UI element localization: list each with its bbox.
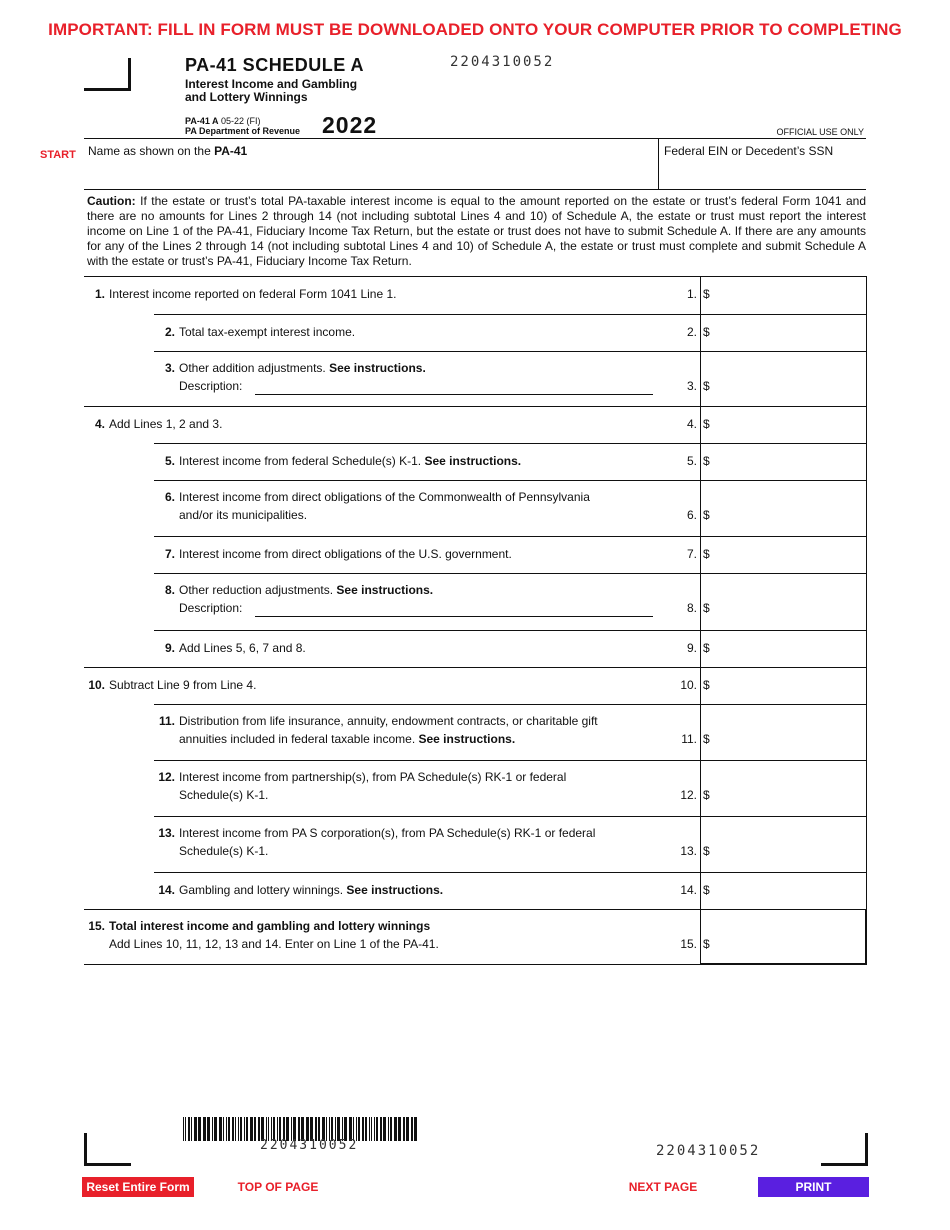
line-5-ref: 5. (686, 453, 697, 468)
barcode-bar (376, 1117, 378, 1141)
header-rule (84, 138, 866, 139)
barcode-bar (394, 1117, 397, 1141)
line-2-text: Total tax-exempt interest income. (179, 324, 356, 339)
corner-mark-bottom-right (821, 1133, 868, 1166)
line-15-number: 15. (88, 919, 105, 933)
line-3-description-input[interactable] (255, 378, 655, 396)
form-subtitle (185, 78, 385, 104)
line-13-text: Interest income from PA S corporation(s), from PA Schedule(s) RK-1 or federal (179, 826, 596, 840)
line-6-text: Interest income from direct obligations of the Commonwealth of Pennsylvania (179, 490, 590, 504)
line-14-text: Gambling and lottery winnings. See instructions. (179, 882, 444, 897)
line-8-description-input[interactable] (255, 600, 655, 618)
line-6-ref: 6. (686, 508, 697, 522)
line-1-dollar-sign: $ (703, 287, 710, 301)
name-row-bottom-rule (84, 189, 866, 190)
barcode-bar (194, 1117, 197, 1141)
start-label: START (40, 149, 76, 161)
line-15-text-2: Add Lines 10, 11, 12, 13 and 14. Enter on Line 1 of the PA-41. (109, 937, 439, 951)
barcode-bar (365, 1117, 367, 1141)
line-8-text: Other reduction adjustments. See instructions. (179, 583, 434, 597)
line-11-amount-input[interactable] (714, 708, 864, 758)
line-9-ref: 9. (686, 640, 697, 655)
line-4-ref: 4. (686, 416, 697, 431)
line-8-amount-input[interactable] (714, 577, 864, 628)
line-11-number: 11. (158, 714, 175, 728)
line-6-number: 6. (164, 490, 175, 504)
print-button[interactable]: PRINT (758, 1177, 869, 1197)
corner-mark-bottom-left (84, 1133, 131, 1166)
line-12-dollar-sign: $ (703, 788, 710, 802)
line-4-number: 4. (94, 416, 105, 431)
line-13-bottom-rule (154, 872, 866, 873)
line-6-dollar-sign: $ (703, 508, 710, 522)
line-11-dollar-sign: $ (703, 732, 710, 746)
line-8-number: 8. (164, 583, 175, 597)
barcode-bar (380, 1117, 382, 1141)
line-3-text-2: Description: (179, 379, 243, 393)
line-2-number: 2. (164, 324, 175, 339)
barcode-bar (254, 1117, 256, 1141)
name-input[interactable] (86, 162, 658, 186)
line-7-text: Interest income from direct obligations of the U.S. government. (179, 546, 512, 561)
line-15-text: Total interest income and gambling and lottery winnings (109, 919, 431, 933)
line-12-number: 12. (158, 770, 175, 784)
line-13-dollar-sign: $ (703, 844, 710, 858)
barcode-bar (191, 1117, 192, 1141)
barcode-bar (411, 1117, 413, 1141)
barcode-bar (223, 1117, 224, 1141)
barcode-bar (198, 1117, 201, 1141)
barcode-bar (203, 1117, 206, 1141)
line-9-amount-input[interactable] (714, 634, 864, 665)
line-14-amount-input[interactable] (714, 876, 864, 907)
official-use-label: OFFICIAL USE ONLY (776, 127, 864, 137)
header-barcode-number: 2204310052 (450, 54, 555, 70)
line-9-number: 9. (164, 640, 175, 655)
line-7-amount-input[interactable] (714, 540, 864, 571)
barcode-bar (406, 1117, 409, 1141)
line-10-amount-input[interactable] (714, 671, 864, 702)
ein-field-label: Federal EIN or Decedent’s SSN (664, 144, 834, 158)
barcode-bar (188, 1117, 190, 1141)
line-7-ref: 7. (686, 546, 697, 561)
line-9-dollar-sign: $ (703, 640, 710, 655)
barcode-bar (371, 1117, 372, 1141)
line-10-number: 10. (88, 677, 105, 692)
line-3-dollar-sign: $ (703, 379, 710, 393)
barcode-bar (250, 1117, 253, 1141)
barcode-bar (362, 1117, 364, 1141)
line-4-bottom-rule (154, 443, 866, 444)
line-3-number: 3. (164, 361, 175, 375)
line-2-ref: 2. (686, 324, 697, 339)
footer-barcode-number-right: 2204310052 (656, 1143, 761, 1159)
form-id (185, 116, 300, 136)
barcode-bar (235, 1117, 236, 1141)
line-13-text-2: Schedule(s) K-1. (179, 844, 269, 858)
caution-paragraph: Caution: If the estate or trust’s total PA-taxable interest income is equal to the amount reported on the estate or trust’s federal Form 1041 and there are no amounts for Lines 2 through 14 (not including subtotal Lines 4 and 10) of Schedule A, the estate or trust must report the interest income on Line 1 of the PA-41, Fiduciary Income Tax Return, but the estate or trust does not have to submit Schedule A. If there are any amounts for any of the Lines 2 through 14 (not including subtotal Lines 4 and 10) of Schedule A, the estate or trust must complete and submit Schedule A with the estate or trust’s PA-41, Fiduciary Income Tax Return. (87, 194, 866, 268)
line-8-ref: 8. (686, 601, 697, 615)
line-9-bottom-rule (84, 667, 866, 668)
barcode-bar (403, 1117, 405, 1141)
barcode-bar (238, 1117, 239, 1141)
barcode-bar (244, 1117, 245, 1141)
tax-year: 2022 (322, 112, 378, 138)
barcode-bar (226, 1117, 227, 1141)
next-page-link[interactable]: NEXT PAGE (628, 1180, 698, 1194)
barcode-bar (232, 1117, 234, 1141)
line-5-text: Interest income from federal Schedule(s) K-1. See instructions. (179, 453, 522, 468)
line-10-text: Subtract Line 9 from Line 4. (109, 677, 257, 692)
line-11-bottom-rule (154, 760, 866, 761)
department-name: PA Department of Revenue (185, 126, 301, 136)
ein-input[interactable] (662, 162, 866, 186)
barcode-bar (358, 1117, 360, 1141)
barcode-bar (183, 1117, 184, 1141)
line-4-amount-input[interactable] (714, 410, 864, 441)
barcode-bar (214, 1117, 217, 1141)
line-5-amount-input[interactable] (714, 447, 864, 478)
amount-column-rule (700, 276, 701, 964)
line-13-ref: 13. (680, 844, 697, 858)
line-7-dollar-sign: $ (703, 546, 710, 561)
line-7-bottom-rule (154, 573, 866, 574)
line-5-dollar-sign: $ (703, 453, 710, 468)
corner-mark-top-left (84, 58, 131, 91)
line-15-ref: 15. (680, 937, 697, 951)
line-10-dollar-sign: $ (703, 677, 710, 692)
line-14-dollar-sign: $ (703, 882, 710, 897)
line-4-dollar-sign: $ (703, 416, 710, 431)
reset-form-button[interactable]: Reset Entire Form (82, 1177, 194, 1197)
barcode-bar (207, 1117, 210, 1141)
table-top-rule (84, 276, 866, 277)
barcode-bar (228, 1117, 230, 1141)
footer-barcode-number: 2204310052 (260, 1138, 359, 1153)
line-12-text-2: Schedule(s) K-1. (179, 788, 269, 802)
barcode-bar (390, 1117, 392, 1141)
line-1-amount-input[interactable] (714, 280, 864, 312)
barcode-bar (383, 1117, 386, 1141)
subtitle-line-1: Interest Income and Gambling (185, 77, 358, 91)
line-15-emphasis-box (700, 909, 867, 965)
top-of-page-link[interactable]: TOP OF PAGE (237, 1180, 319, 1194)
barcode-bar (246, 1117, 248, 1141)
line-12-amount-input[interactable] (714, 764, 864, 814)
line-11-text: Distribution from life insurance, annuity, endowment contracts, or charitable gift (179, 714, 598, 728)
barcode-bar (212, 1117, 213, 1141)
line-5-number: 5. (164, 453, 175, 468)
line-9-text: Add Lines 5, 6, 7 and 8. (179, 640, 306, 655)
line-2-dollar-sign: $ (703, 324, 710, 339)
barcode-bar (219, 1117, 222, 1141)
line-14-ref: 14. (680, 882, 697, 897)
barcode-bar (185, 1117, 186, 1141)
line-10-bottom-rule (154, 704, 866, 705)
name-field-label: Name as shown on the PA-41 (88, 144, 248, 158)
line-13-amount-input[interactable] (714, 820, 864, 870)
barcode-bar (240, 1117, 242, 1141)
form-revision: 05-22 (FI) (221, 116, 261, 126)
barcode-bar (388, 1117, 389, 1141)
line-6-text-2: and/or its municipalities. (179, 508, 308, 522)
line-7-number: 7. (164, 546, 175, 561)
line-6-amount-input[interactable] (714, 484, 864, 534)
form-code: PA-41 A (185, 116, 219, 126)
line-11-ref: 11. (681, 732, 697, 746)
line-12-text: Interest income from partnership(s), from PA Schedule(s) RK-1 or federal (179, 770, 567, 784)
line-11-text-2: annuities included in federal taxable income. See instructions. (179, 732, 516, 746)
line-1-bottom-rule (154, 314, 866, 315)
line-10-ref: 10. (680, 677, 697, 692)
barcode-bar (398, 1117, 401, 1141)
line-2-bottom-rule (154, 351, 866, 352)
line-6-bottom-rule (154, 536, 866, 537)
table-right-rule (866, 276, 867, 964)
barcode-bar (374, 1117, 375, 1141)
line-5-bottom-rule (154, 480, 866, 481)
line-1-number: 1. (94, 287, 105, 301)
line-14-number: 14. (158, 882, 175, 897)
line-3-amount-input[interactable] (714, 355, 864, 404)
line-1-text: Interest income reported on federal Form 1041 Line 1. (109, 287, 397, 301)
line-2-amount-input[interactable] (714, 318, 864, 349)
line-12-bottom-rule (154, 816, 866, 817)
line-8-text-2: Description: (179, 601, 243, 615)
line-4-text: Add Lines 1, 2 and 3. (109, 416, 223, 431)
download-warning-banner: IMPORTANT: FILL IN FORM MUST BE DOWNLOADED ONTO YOUR COMPUTER PRIOR TO COMPLETING (48, 20, 902, 39)
line-3-ref: 3. (686, 379, 697, 393)
line-3-bottom-rule (84, 406, 866, 407)
subtitle-line-2: and Lottery Winnings (185, 90, 308, 104)
name-ein-divider (658, 138, 659, 189)
line-3-text: Other addition adjustments. See instructions. (179, 361, 426, 375)
line-1-ref: 1. (686, 287, 697, 301)
barcode-bar (369, 1117, 370, 1141)
line-8-bottom-rule (154, 630, 866, 631)
line-8-dollar-sign: $ (703, 601, 710, 615)
line-13-number: 13. (158, 826, 175, 840)
line-15-dollar-sign: $ (703, 937, 710, 951)
form-title: PA-41 SCHEDULE A (185, 55, 365, 75)
barcode-bar (414, 1117, 417, 1141)
line-12-ref: 12. (680, 788, 697, 802)
